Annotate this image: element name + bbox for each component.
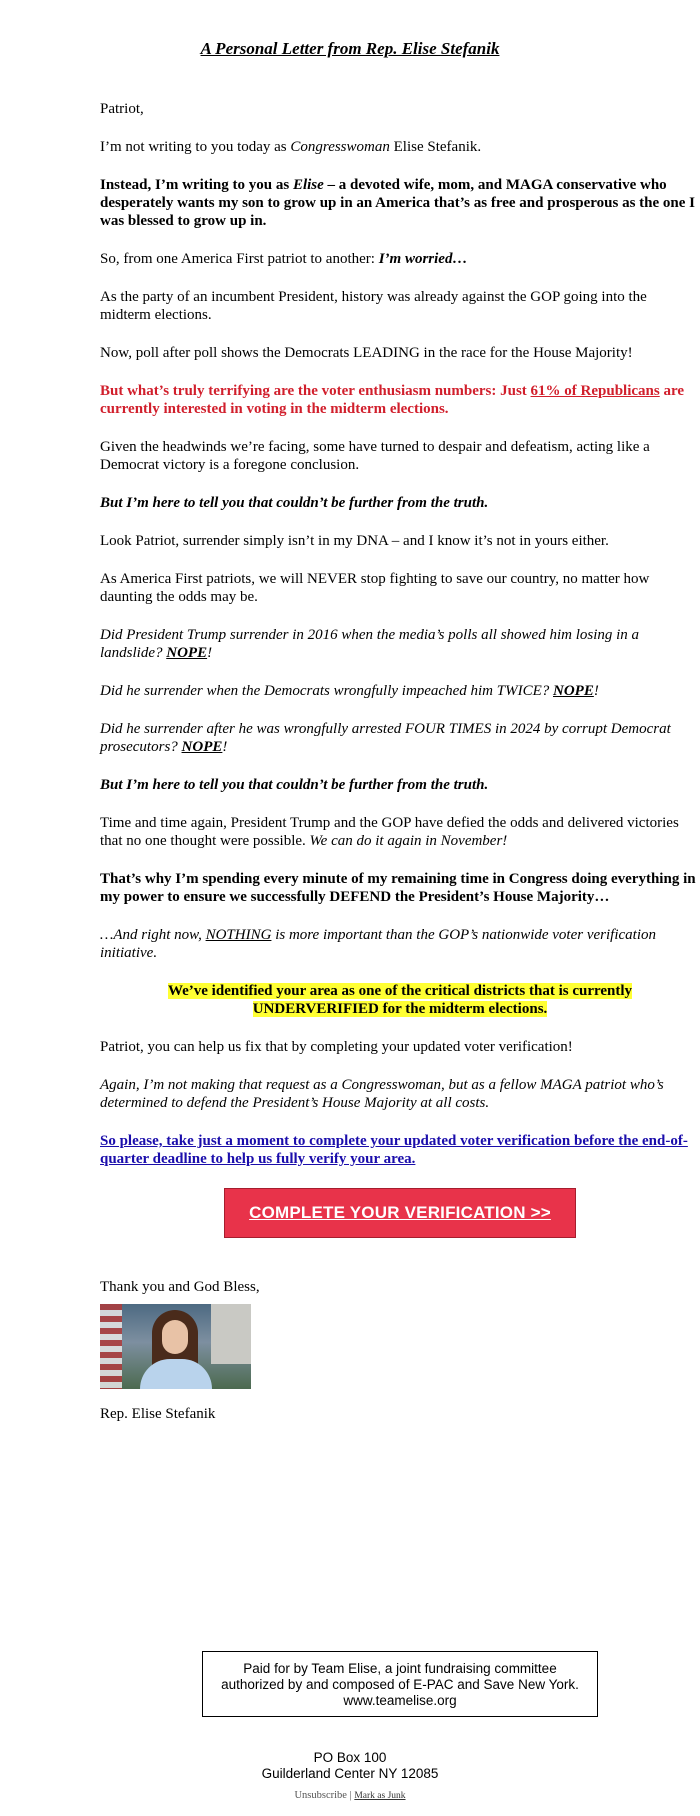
paragraph-11: Did President Trump surrender in 2016 when the media’s polls all showed him losing in a landslide? NOPE!: [100, 627, 640, 661]
paragraph-10: As America First patriots, we will NEVER stop fighting to save our country, no matter how daunting the odds may be.: [100, 571, 650, 605]
paragraph-12: Did he surrender when the Democrats wrongfully impeached him TWICE? NOPE!: [100, 683, 599, 699]
highlight-paragraph: We’ve identified your area as one of the critical districts that is currently UNDERVERIFIED for the midterm elections.: [167, 983, 633, 1017]
address-line-1: PO Box 100: [313, 1750, 387, 1765]
closing: Thank you and God Bless,: [100, 1279, 260, 1295]
paragraph-14: But I’m here to tell you that couldn’t be further from the truth.: [100, 777, 489, 793]
paragraph-6: But what’s truly terrifying are the voter enthusiasm numbers: Just 61% of Republicans are currently interested in voting in the midterm elections.: [100, 383, 685, 417]
address-line-2: Guilderland Center NY 12085: [261, 1766, 439, 1781]
paragraph-13: Did he surrender after he was wrongfully arrested FOUR TIMES in 2024 by corrupt Democrat prosecutors? NOPE!: [100, 721, 671, 755]
signature: Rep. Elise Stefanik: [100, 1406, 216, 1422]
complete-verification-button[interactable]: COMPLETE YOUR VERIFICATION >>: [224, 1188, 576, 1238]
letter-title: A Personal Letter from Rep. Elise Stefanik: [200, 39, 500, 58]
paragraph-4: As the party of an incumbent President, history was already against the GOP going into the midterm elections.: [100, 289, 647, 323]
paragraph-17: …And right now, NOTHING is more important than the GOP’s nationwide voter verification initiative.: [100, 927, 656, 961]
paragraph-5: Now, poll after poll shows the Democrats LEADING in the race for the House Majority!: [100, 345, 633, 361]
paid-for-line-1: Paid for by Team Elise, a joint fundraising committee: [243, 1661, 557, 1676]
paid-for-box: [202, 1651, 598, 1717]
elise-stefanik-photo: [100, 1304, 251, 1389]
paragraph-16: That’s why I’m spending every minute of my remaining time in Congress doing everything in my power to ensure we successfully DEFEND the President’s House Majority…: [100, 871, 696, 905]
paragraph-3: So, from one America First patriot to another: I’m worried…: [100, 251, 468, 267]
paragraph-7: Given the headwinds we’re facing, some have turned to despair and defeatism, acting like a Democrat victory is a foregone conclusion.: [100, 439, 650, 473]
paragraph-1: I’m not writing to you today as Congresswoman Elise Stefanik.: [100, 139, 482, 155]
unsubscribe-bar: [0, 1790, 700, 1801]
cta-wrapper: [100, 1188, 700, 1238]
paragraph-20: Again, I’m not making that request as a Congresswoman, but as a fellow MAGA patriot who’s determined to defend the President’s House Majority at all costs.: [100, 1077, 664, 1111]
paragraph-15: Time and time again, President Trump and the GOP have defied the odds and delivered victories that no one thought were possible. We can do it again in November!: [100, 815, 679, 849]
mark-as-junk-link[interactable]: Mark as Junk: [354, 1791, 406, 1801]
paragraph-8: But I’m here to tell you that couldn’t be further from the truth.: [100, 495, 489, 511]
paid-for-website: www.teamelise.org: [343, 1693, 457, 1708]
verification-link[interactable]: So please, take just a moment to complete your updated voter verification before the end-of-quarter deadline to help us fully verify your area.: [100, 1133, 688, 1167]
salutation: Patriot,: [100, 101, 144, 117]
unsubscribe-separator: |: [346, 1790, 355, 1801]
paragraph-19: Patriot, you can help us fix that by completing your updated voter verification!: [100, 1039, 573, 1055]
letter-body: [100, 100, 700, 1443]
paid-for-line-2: authorized by and composed of E-PAC and Save New York.: [221, 1677, 579, 1692]
paragraph-21: [100, 1132, 700, 1168]
paragraph-2: Instead, I’m writing to you as Elise – a devoted wife, mom, and MAGA conservative who desperately wants my son to grow up in an America that’s as free and prosperous as the one I was blessed to grow up in.: [100, 177, 696, 229]
mailing-address: [0, 1750, 700, 1782]
letter-page: [50, 0, 696, 1816]
paragraph-9: Look Patriot, surrender simply isn’t in my DNA – and I know it’s not in yours either.: [100, 533, 609, 549]
unsubscribe-link[interactable]: Unsubscribe: [294, 1790, 347, 1801]
